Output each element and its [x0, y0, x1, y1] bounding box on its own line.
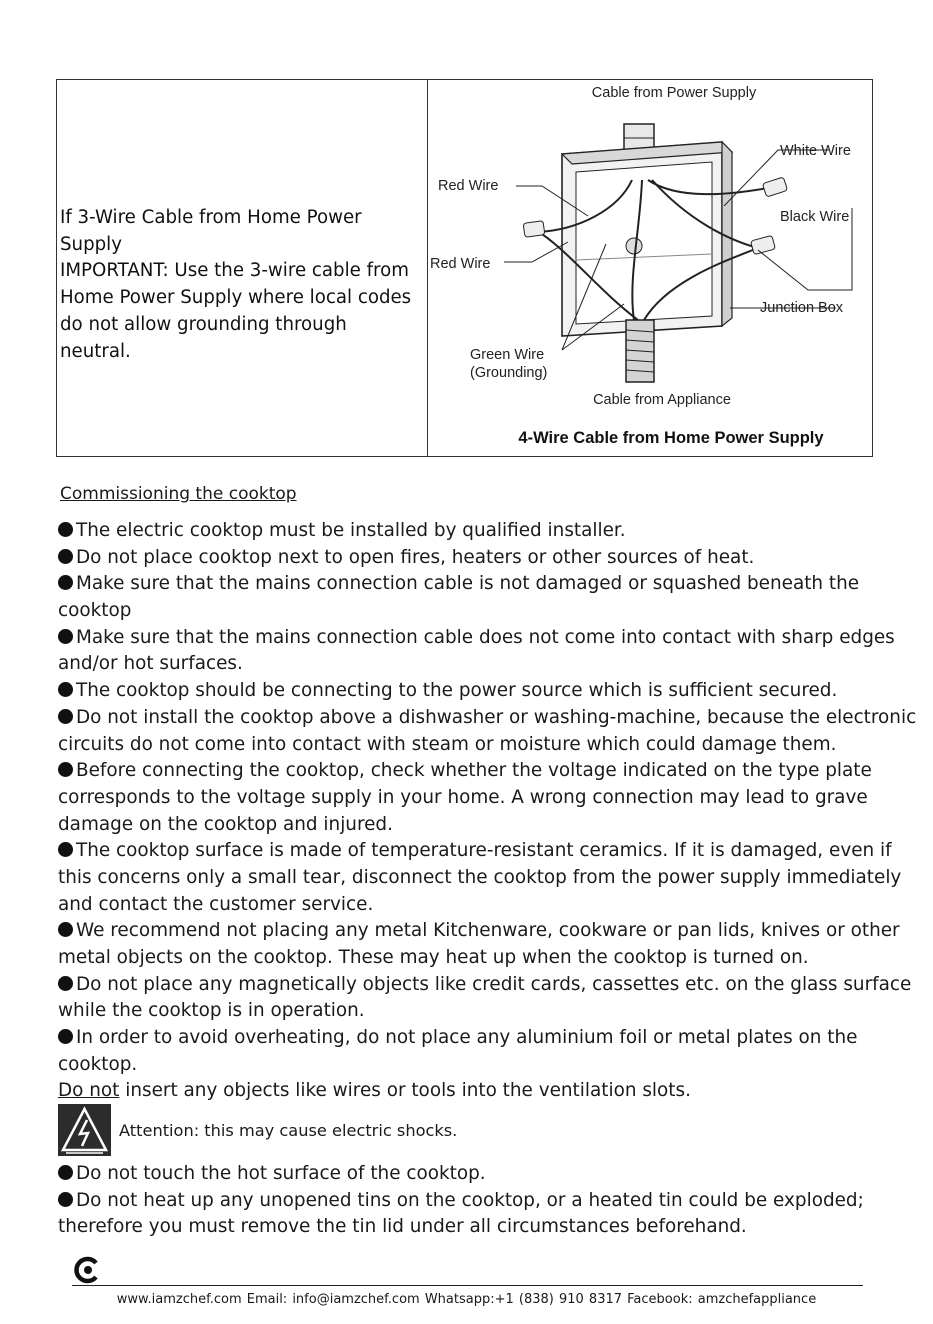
label-white-wire: White Wire — [780, 143, 851, 159]
three-wire-note — [60, 205, 420, 365]
hot-surface-list — [58, 1161, 888, 1241]
ventilation-line — [58, 1078, 691, 1105]
line-text: while the cooktop is in operation. — [58, 1000, 365, 1022]
line-text: Do not place cooktop next to open fires, heaters or other sources of heat. — [76, 546, 755, 568]
bullet-dot-icon — [58, 522, 73, 537]
note-line: IMPORTANT: Use the 3-wire cable from — [60, 260, 409, 282]
line-text: cooktop. — [58, 1053, 138, 1075]
bullet-continuation — [58, 598, 888, 625]
line-text: Do not touch the hot surface of the cooktop. — [76, 1163, 486, 1184]
bullet-item — [58, 1025, 888, 1052]
bullet-dot-icon — [58, 842, 73, 857]
line-text: The cooktop should be connecting to the power source which is sufficient secured. — [76, 680, 838, 702]
commissioning-list — [58, 518, 917, 1078]
bullet-continuation — [58, 1052, 888, 1079]
line-text: therefore you must remove the tin lid under all circumstances beforehand. — [58, 1216, 747, 1238]
bullet-item — [58, 678, 888, 705]
bullet-item — [58, 545, 888, 572]
label-green-wire: Green Wire — [470, 347, 545, 363]
label-junction-box: Junction Box — [760, 300, 844, 316]
section-title: Commissioning the cooktop — [60, 484, 297, 504]
bullet-dot-icon — [58, 549, 73, 564]
note-line: Home Power Supply where local codes — [60, 287, 412, 309]
bullet-dot-icon — [58, 575, 73, 590]
bullet-continuation — [58, 812, 888, 839]
bullet-item — [58, 972, 912, 999]
bullet-continuation — [58, 785, 888, 812]
three-wire-note-cell — [57, 80, 428, 456]
line-text: Do not heat up any unopened tins on the cooktop, or a heated tin could be exploded; — [76, 1189, 864, 1211]
bullet-item — [58, 518, 888, 545]
bullet-continuation — [58, 651, 888, 678]
note-line: neutral. — [60, 340, 131, 362]
bullet-dot-icon — [58, 629, 73, 644]
bullet-item — [58, 918, 900, 945]
line-text: Do not install the cooktop above a dishwasher or washing-machine, because the electronic — [76, 706, 917, 728]
bullet-dot-icon — [58, 1192, 73, 1207]
bullet-continuation — [58, 998, 888, 1025]
bullet-continuation — [58, 732, 888, 759]
electric-shock-warning-icon — [58, 1104, 111, 1156]
line-text: cooktop — [58, 600, 132, 622]
brand-logo-icon — [72, 1255, 102, 1285]
diagram-title: 4-Wire Cable from Home Power Supply — [518, 429, 824, 447]
line-text: Make sure that the mains connection cable does not come into contact with sharp edges — [76, 626, 895, 648]
attention-block — [58, 1104, 758, 1158]
bullet-continuation — [58, 945, 888, 972]
line-text: Before connecting the cooktop, check whether the voltage indicated on the type plate — [76, 760, 872, 782]
bullet-continuation — [58, 1214, 888, 1241]
bullet-item — [58, 705, 917, 732]
footer-contact: www.iamzchef.com Email: info@iamzchef.com Whatsapp:+1 (838) 910 8317 Facebook: amzchefappliance — [116, 1292, 817, 1307]
note-line: Supply — [60, 233, 122, 255]
bullet-dot-icon — [58, 922, 73, 937]
bullet-item — [58, 1161, 888, 1188]
bullet-item — [58, 758, 888, 785]
bullet-item — [58, 571, 888, 598]
bullet-continuation — [58, 892, 888, 919]
junction-box — [562, 142, 732, 336]
ventilation-text: insert any objects like wires or tools into the ventilation slots. — [119, 1080, 691, 1101]
bullet-continuation — [58, 865, 902, 892]
line-text: The electric cooktop must be installed by qualified installer. — [76, 520, 626, 541]
footer-divider — [72, 1285, 863, 1286]
line-text: and contact the customer service. — [58, 893, 374, 915]
wiring-table — [56, 79, 873, 457]
line-text: We recommend not placing any metal Kitchenware, cookware or pan lids, knives or other — [76, 920, 900, 942]
ventilation-emphasis: Do not — [58, 1080, 120, 1101]
label-grounding: (Grounding) — [470, 365, 548, 381]
wiring-diagram-cell — [428, 80, 872, 456]
line-text: damage on the cooktop and injured. — [58, 813, 393, 835]
bullet-dot-icon — [58, 709, 73, 724]
line-text: metal objects on the cooktop. These may heat up when the cooktop is turned on. — [58, 947, 809, 968]
bullet-dot-icon — [58, 1029, 73, 1044]
label-red-wire-2: Red Wire — [430, 256, 491, 272]
line-text: Make sure that the mains connection cable is not damaged or squashed beneath the — [76, 573, 860, 595]
label-black-wire: Black Wire — [780, 209, 850, 225]
note-line: If 3-Wire Cable from Home Power — [60, 207, 362, 228]
bullet-item — [58, 838, 892, 865]
bullet-dot-icon — [58, 762, 73, 777]
note-line: do not allow grounding through — [60, 313, 347, 335]
label-appliance-cable: Cable from Appliance — [593, 392, 731, 408]
attention-text: Attention: this may cause electric shocks. — [119, 1121, 458, 1140]
line-text: The cooktop surface is made of temperature-resistant ceramics. If it is damaged, even if — [76, 840, 892, 862]
label-power-supply: Cable from Power Supply — [591, 85, 757, 101]
bullet-dot-icon — [58, 976, 73, 991]
bullet-item — [58, 1188, 888, 1215]
bullet-dot-icon — [58, 1165, 73, 1180]
bullet-item — [58, 625, 895, 652]
junction-box-diagram — [428, 80, 872, 456]
line-text: corresponds to the voltage supply in your home. A wrong connection may lead to grave — [58, 786, 868, 808]
line-text: In order to avoid overheating, do not place any aluminium foil or metal plates on the — [76, 1027, 858, 1049]
appliance-conduit — [626, 320, 654, 382]
line-text: circuits do not come into contact with steam or moisture which could damage them. — [58, 733, 837, 755]
bullet-dot-icon — [58, 682, 73, 697]
line-text: and/or hot surfaces. — [58, 653, 243, 675]
label-red-wire-1: Red Wire — [438, 178, 499, 194]
line-text: this concerns only a small tear, disconnect the cooktop from the power supply immediately — [58, 866, 902, 888]
line-text: Do not place any magnetically objects like credit cards, cassettes etc. on the glass surface — [76, 973, 912, 995]
